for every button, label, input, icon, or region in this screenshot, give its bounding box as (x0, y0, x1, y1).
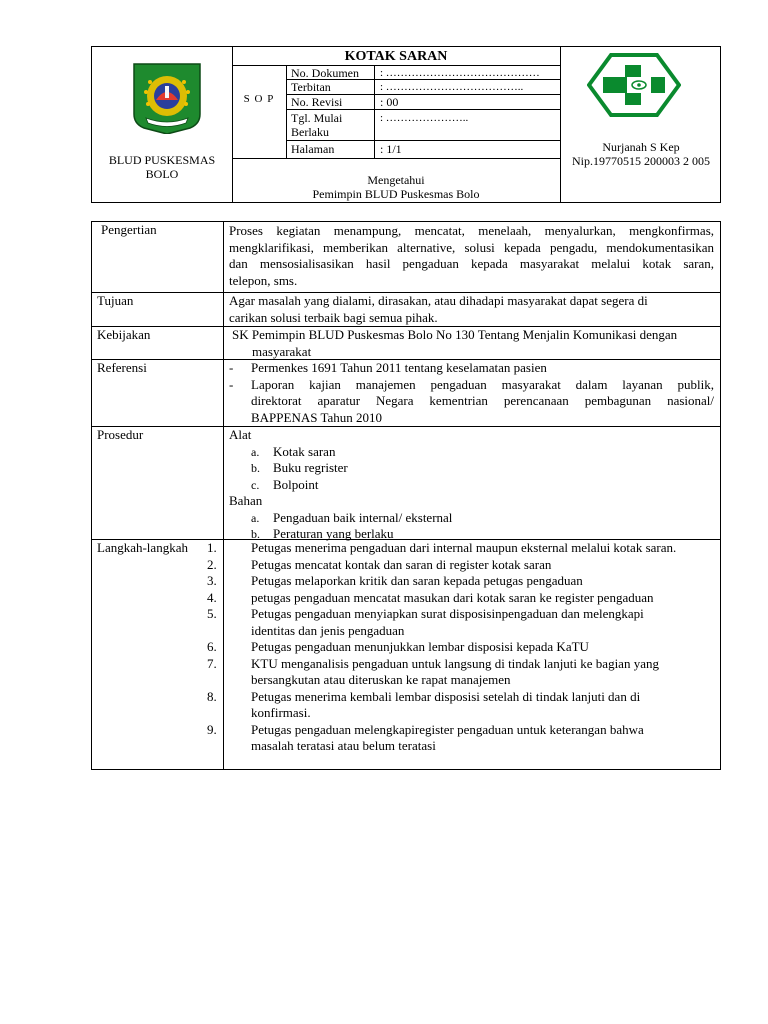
alat-item: c. Bolpoint (251, 476, 319, 492)
signer-nip: Nip.19770515 200003 2 005 (572, 154, 710, 168)
meta-value-no-dokumen: : …………………………………… (380, 67, 540, 79)
pengertian-text: Proses kegiatan menampung, mencatat, menelaah, menyalurkan, mengkonfirmas, mengklarifikasi, memberikan alternative, solusi kepada pengadu, mendokumentasikan dan mensosialisasikan hasil pengaduan kepada masyarakat melalui kotak saran, telepon, sms. (229, 223, 714, 288)
org-name: BLUD PUSKESMAS BOLO (108, 153, 216, 181)
langkah-step: 8. Petugas menerima kembali lembar disposisi setelah di tindak lanjuti dan di konfirmasi. (207, 688, 641, 720)
regency-emblem-icon (132, 62, 202, 134)
label-tujuan: Tujuan (97, 293, 134, 308)
referensi-item: - Permenkes 1691 Tahun 2011 tentang keselamatan pasien (229, 360, 547, 375)
puskesmas-logo-icon (587, 53, 681, 117)
meta-value-no-revisi: : 00 (380, 95, 399, 109)
sop-header-table (91, 46, 721, 203)
langkah-step: 7. KTU menganalisis pengaduan untuk langsung di tindak lanjuti ke bagian yang bersangkutan atau diteruskan ke rapat manajemen (207, 655, 659, 687)
alat-item: a. Kotak saran (251, 443, 336, 459)
approval-block: Mengetahui Pemimpin BLUD Puskesmas Bolo (312, 173, 480, 201)
meta-key-halaman: Halaman (291, 142, 335, 156)
meta-key-berlaku: Berlaku (291, 125, 329, 139)
label-pengertian: Pengertian (101, 222, 157, 237)
label-prosedur: Prosedur (97, 427, 144, 442)
divider (223, 222, 224, 769)
divider (560, 47, 561, 202)
sop-label: S O P (243, 93, 275, 105)
document-title: KOTAK SARAN (344, 49, 448, 64)
alat-title: Alat (229, 427, 252, 442)
kebijakan-text: SK Pemimpin BLUD Puskesmas Bolo No 130 Tentang Menjalin Komunikasi dengan masyarakat (232, 327, 678, 359)
divider (232, 65, 560, 66)
meta-key-no-dokumen: No. Dokumen (291, 66, 359, 80)
bahan-item: b. Peraturan yang berlaku (251, 526, 394, 541)
prosedur-text (229, 427, 714, 543)
label-kebijakan: Kebijakan (97, 327, 151, 342)
langkah-step: 2. Petugas mencatat kontak dan saran di register kotak saran (207, 556, 552, 572)
divider (286, 109, 560, 110)
divider (286, 140, 560, 141)
bahan-title: Bahan (229, 493, 263, 508)
meta-key-terbitan: Terbitan (291, 80, 331, 94)
tujuan-text: Agar masalah yang dialami, dirasakan, atau dihadapi masyarakat dapat segera di carikan solusi terbaik bagi semua pihak. (229, 293, 648, 325)
meta-value-tgl-mulai: : ………………….. (380, 112, 469, 124)
meta-value-halaman: : 1/1 (380, 142, 402, 156)
langkah-list (207, 540, 714, 755)
langkah-step: 5. Petugas pengaduan menyiapkan surat disposisinpengaduan dan melengkapi identitas dan jenis pengaduan (207, 606, 644, 638)
label-langkah: Langkah-langkah (97, 540, 188, 555)
referensi-list: - Permenkes 1691 Tahun 2011 tentang keselamatan pasien - Laporan kajian manajemen pengaduan masyarakat dalam layanan publik, direktorat aparatur Negara kementrian perencanaan pembagunan nasional/ BAPPENAS Tahun 2010 (229, 360, 714, 425)
langkah-step: 4. petugas pengaduan mencatat masukan dari kotak saran ke register pengaduan (207, 589, 654, 605)
bahan-item: a. Pengaduan baik internal/ eksternal (251, 509, 453, 525)
langkah-step: 6. Petugas pengaduan menunjukkan lembar disposisi kepada KaTU (207, 639, 589, 654)
signer-block (560, 140, 722, 168)
signer-name: Nurjanah S Kep (602, 140, 680, 154)
langkah-step: 1. Petugas menerima pengaduan dari internal maupun eksternal melalui kotak saran. (207, 540, 677, 555)
langkah-step: 3. Petugas melaporkan kritik dan saran kepada petugas pengaduan (207, 573, 583, 588)
label-referensi: Referensi (97, 360, 147, 375)
meta-key-no-revisi: No. Revisi (291, 95, 343, 109)
langkah-step: 9. Petugas pengaduan melengkapiregister pengaduan untuk keterangan bahwa masalah teratasi atau belum teratasi (207, 721, 644, 753)
divider (232, 158, 560, 159)
meta-key-tgl-mulai: Tgl. Mulai (291, 111, 343, 125)
sop-body-table (91, 221, 721, 770)
meta-value-terbitan: : ……………………………….. (380, 81, 524, 93)
referensi-item: - Laporan kajian manajemen pengaduan masyarakat dalam layanan publik, (229, 376, 714, 392)
alat-item: b. Buku regrister (251, 460, 348, 475)
